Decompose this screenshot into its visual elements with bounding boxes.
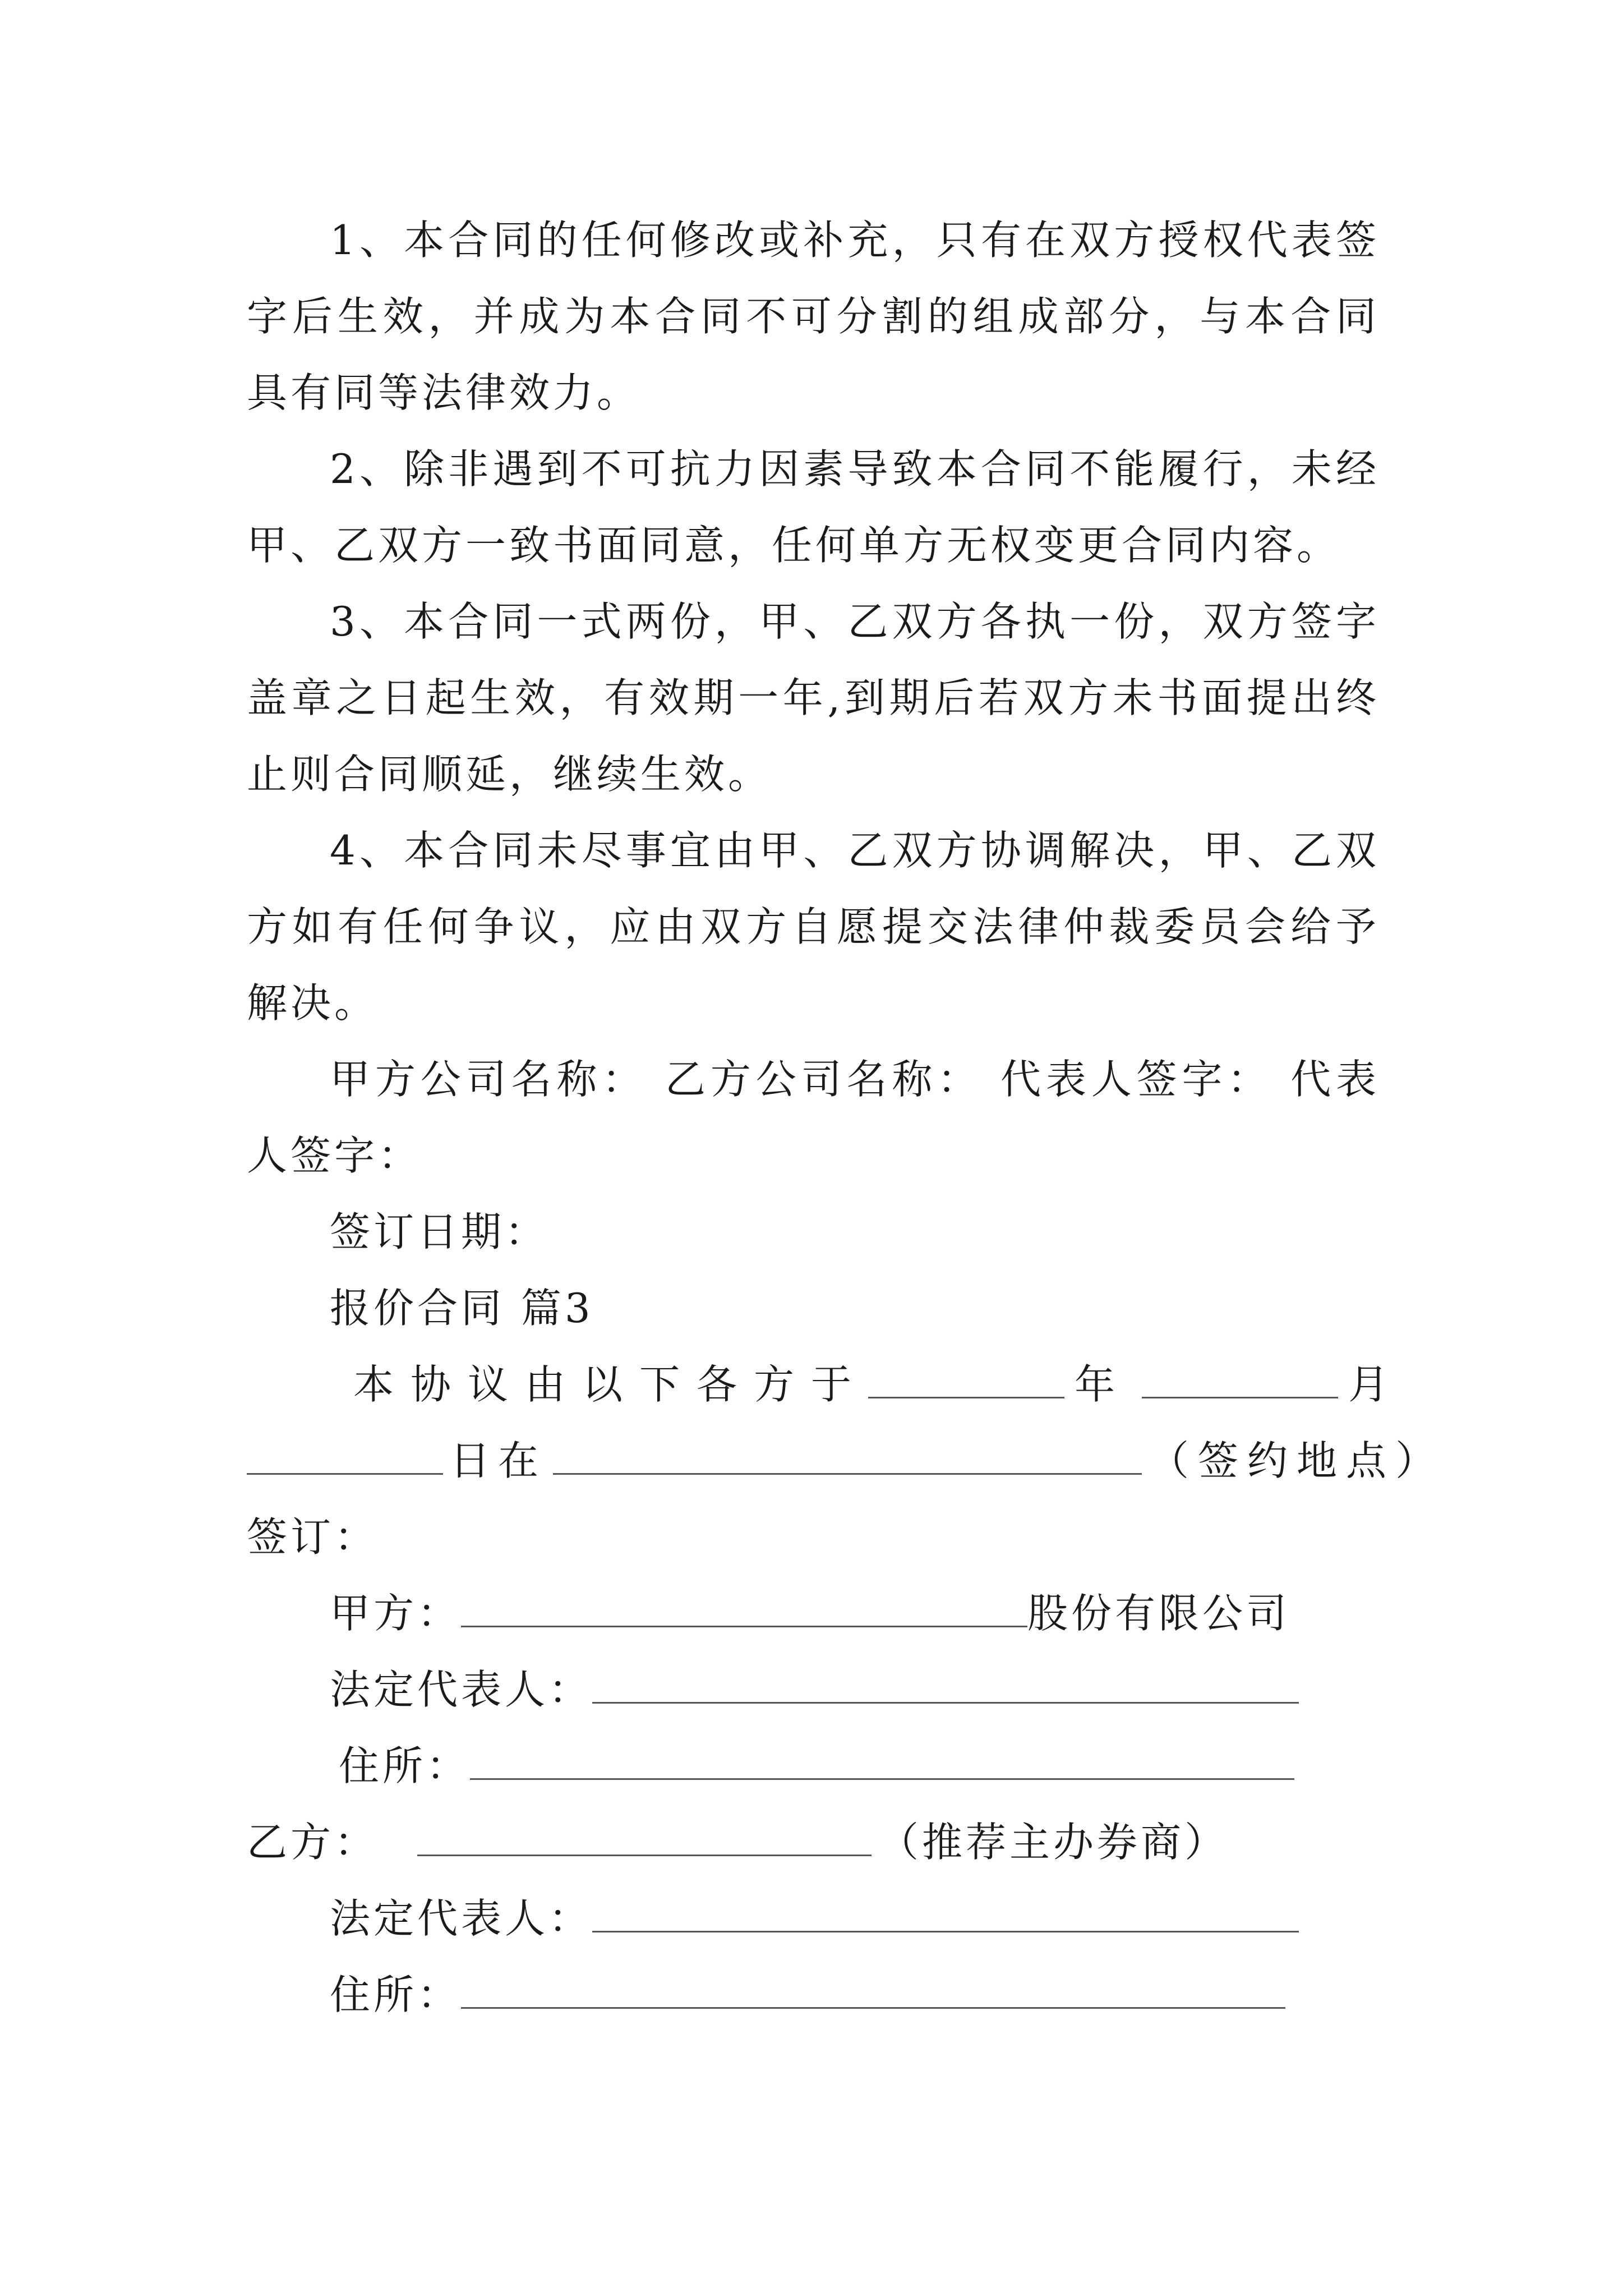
month-label: 月 xyxy=(1348,1361,1406,1408)
day-at-label: 日在 xyxy=(450,1437,547,1484)
party-b-rep-label: 法定代表人： xyxy=(330,1895,593,1942)
party-a-address-label: 住所： xyxy=(339,1742,471,1789)
year-label: 年 xyxy=(1075,1361,1132,1408)
party-b-rep-blank xyxy=(592,1897,1299,1932)
party-b-address-line xyxy=(247,1957,1380,2033)
clause-4: 4、本合同未尽事宜由甲、乙双方协调解决，甲、乙双方如有任何争议，应由双方自愿提交法律仲裁委员会给予解决。 xyxy=(247,827,1380,1027)
agreement-signed: 签订： xyxy=(247,1513,379,1561)
party-a-rep-line xyxy=(247,1651,1380,1728)
party-a-address-line xyxy=(247,1728,1380,1804)
sign-date-label: 签订日期： xyxy=(330,1208,549,1255)
day-blank xyxy=(247,1439,443,1475)
party-b-blank xyxy=(417,1821,872,1856)
party-b-label: 乙方： xyxy=(247,1819,379,1866)
party-b-address-label: 住所： xyxy=(330,1971,462,2018)
party-b-line xyxy=(247,1804,1380,1880)
agreement-intro: 本协议由以下各方于 xyxy=(353,1361,869,1408)
agreement-place-line xyxy=(247,1423,1445,1499)
clause-1: 1、本合同的任何修改或补充，只有在双方授权代表签字后生效，并成为本合同不可分割的组成部分，与本合同具有同等法律效力。 xyxy=(247,217,1380,416)
clause-3: 3、本合同一式两份，甲、乙双方各执一份，双方签字盖章之日起生效，有效期一年,到期后若双方未书面提出终止则合同顺延，继续生效。 xyxy=(247,598,1380,798)
place-note: （签约地点） xyxy=(1149,1437,1445,1484)
party-b-rep-line xyxy=(247,1880,1380,1957)
party-a-suffix: 股份有限公司 xyxy=(1027,1590,1290,1637)
document-body xyxy=(247,202,1445,2033)
party-a-blank xyxy=(461,1592,1027,1627)
party-b-suffix: （推荐主办券商） xyxy=(878,1819,1229,1866)
agreement-intro-line xyxy=(247,1346,1406,1423)
party-a-line xyxy=(247,1575,1380,1651)
party-a-rep-blank xyxy=(592,1668,1299,1704)
section-title: 报价合同 篇3 xyxy=(330,1285,594,1332)
year-blank xyxy=(868,1363,1064,1398)
place-blank xyxy=(553,1439,1142,1475)
signature-line: 甲方公司名称： 乙方公司名称： 代表人签字： 代表人签字： xyxy=(247,1056,1380,1179)
party-b-address-blank xyxy=(461,1973,1285,2009)
party-a-rep-label: 法定代表人： xyxy=(330,1666,593,1713)
party-a-label: 甲方： xyxy=(330,1590,462,1637)
month-blank xyxy=(1142,1363,1338,1398)
clause-2: 2、除非遇到不可抗力因素导致本合同不能履行，未经甲、乙双方一致书面同意，任何单方无权变更合同内容。 xyxy=(247,445,1380,569)
party-a-address-blank xyxy=(470,1745,1294,1780)
